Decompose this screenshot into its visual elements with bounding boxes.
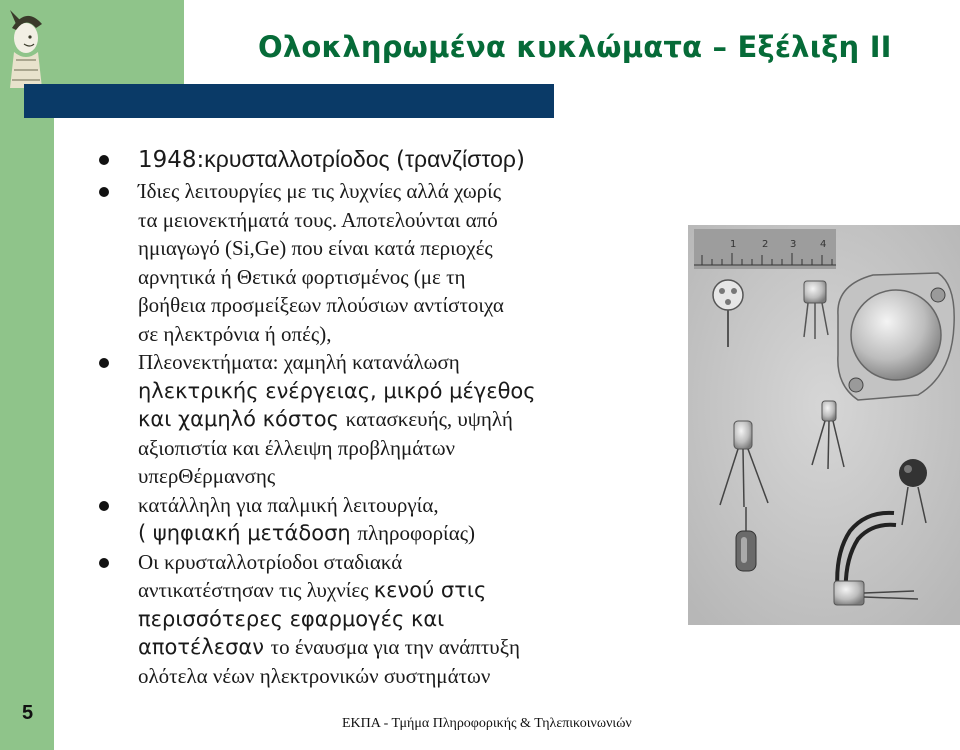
text-run: βοήθεια προσμείξεων πλούσιων αντίστοιχα [138,293,504,317]
text-run: τρανζίστορ [404,146,516,172]
text-run: Πλεονεκτήματα: χαμηλή κατανάλωση [138,350,460,374]
page-number: 5 [22,702,34,724]
title-underline-bar [24,84,554,118]
bullet-line [138,320,683,349]
text-run: 1948: [138,147,205,173]
bullet-line [138,177,683,206]
text-run: ηλεκτρικής ενέργειας, μικρό μέγεθος [138,378,536,403]
text-run: αξιοπιστία και έλλειψη προβλημάτων [138,435,456,460]
text-run: Ίδιες λειτουργίες με τις λυχνίες αλλά χωρίς [138,179,502,203]
text-run: αρνητικά ή Θετικά φορτισμένος (με τη [138,264,466,289]
transistors-illustration [688,225,960,625]
ruler-label: 1 [730,239,737,250]
bullet-line [138,662,683,691]
bullet-line [138,234,683,263]
slide-title: Ολοκληρωμένα κυκλώματα – Εξέλιξη ΙΙ [258,30,892,64]
bullet-item [138,548,683,691]
bullet-line [138,633,683,662]
bullet-line [138,291,683,320]
text-run: ( [395,147,405,173]
bullet-line [138,206,683,235]
text-run: περισσότερες εφαρμογές και [138,606,445,631]
ruler-label: 3 [790,239,797,250]
text-run: και χαμηλό κόστος [138,407,346,431]
ruler-label: 2 [762,239,769,250]
ruler-icon [694,229,836,269]
logo-panel [0,0,184,88]
text-run: ) [516,147,525,173]
bullet-line [138,605,683,634]
text-run: κενού στις [373,578,487,602]
text-run: κατάλληλη για παλμική λειτουργία, [138,492,439,517]
transistors-photo [688,225,960,625]
text-run: σε ηλεκτρόνια ή οπές), [138,321,332,346]
bullet-item [138,177,683,348]
bullet-line [138,434,683,463]
text-run: τα μειονεκτήματά τους. Αποτελούνται από [138,207,498,232]
text-run: πληροφορίας) [357,521,476,545]
text-run: Οι κρυσταλλοτρίοδοι σταδιακά [138,549,403,574]
bullet-dot-icon [99,187,109,197]
bullet-line [138,491,683,520]
bullet-item [138,491,683,548]
bullet-line [138,263,683,292]
athena-logo-icon [2,4,50,88]
bullet-line [138,576,683,605]
text-run: υπερΘέρμανσης [138,464,276,488]
bullet-item [138,348,683,491]
footer-text: ΕΚΠΑ - Τμήμα Πληροφορικής & Τηλεπικοινωνιών [342,716,632,731]
bullet-item [138,142,683,177]
bullet-line [138,142,683,177]
text-run: το έναυσμα για την ανάπτυξη [270,635,521,659]
bullet-line [138,462,683,491]
bullet-dot-icon [99,558,109,568]
bullet-line [138,405,683,434]
bullet-line [138,377,683,406]
bullet-list [138,142,683,690]
text-run: κατασκευής, υψηλή [345,407,513,431]
text-run: ολότελα νέων ηλεκτρονικών συστημάτων [138,663,491,688]
bullet-dot-icon [99,155,109,165]
bullet-line [138,519,683,548]
text-run: κρυσταλλοτρίοδος [204,146,396,172]
bullet-line [138,548,683,577]
bullet-line [138,348,683,377]
text-run: ημιαγωγό (Si,Ge) που είναι κατά περιοχές [138,236,493,260]
bullet-dot-icon [99,501,109,511]
text-run: ( ψηφιακή μετάδοση [138,521,358,545]
text-run: αποτέλεσαν [138,635,271,659]
ruler-label: 4 [820,239,827,250]
bullet-dot-icon [99,358,109,368]
text-run: αντικατέστησαν τις λυχνίες [138,578,374,602]
